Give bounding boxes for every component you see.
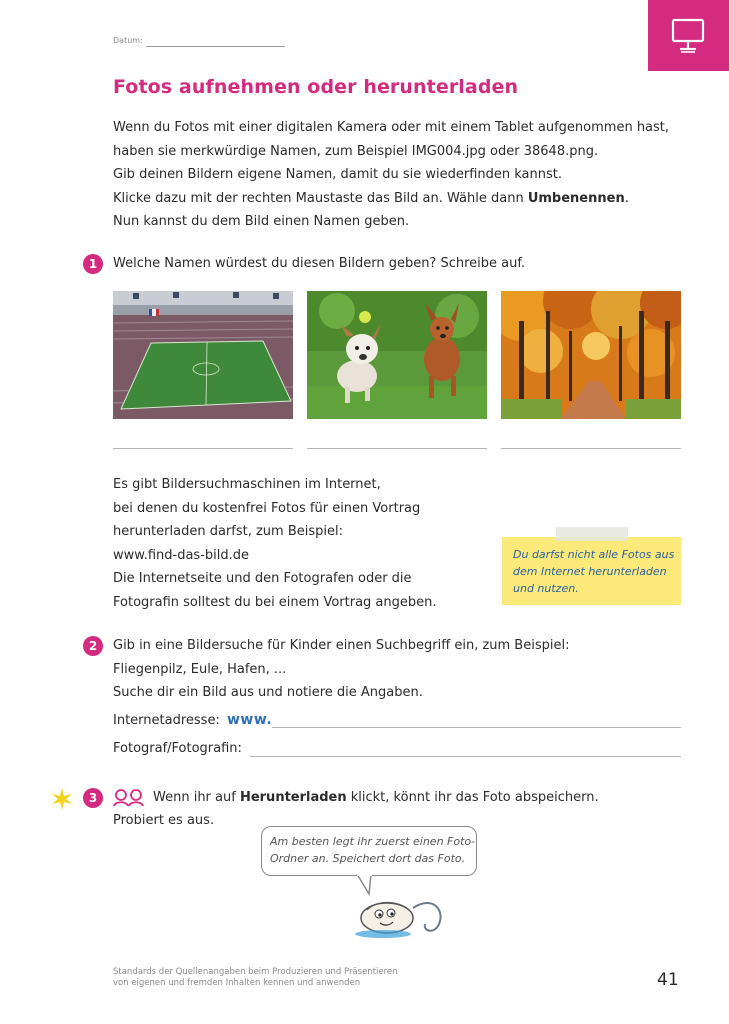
answer-line-1[interactable] [113,448,293,449]
date-label: Datum: [113,36,143,45]
autumn-forest-photo [501,291,681,419]
address-label: Internetadresse: [113,713,220,728]
info-line: herunterladen darfst, zum Beispiel: [113,524,343,539]
mouse-mascot-icon [353,890,448,940]
rename-keyword: Umbenennen [527,190,625,206]
page-number: 41 [657,970,679,990]
chapter-tab [648,0,729,71]
intro-line: Wenn du Fotos mit einer digitalen Kamera oder mit einem Tablet aufgenommen hast, [113,120,670,135]
task-number-3: 3 [83,788,103,808]
dogs-photo [307,291,487,419]
intro-text-part: Klicke dazu mit der rechten Maustaste das Bild an. Wähle dann [113,190,528,206]
task3-text-line1 [153,786,599,810]
note-line: Du darfst nicht alle Fotos aus [513,548,675,561]
address-write-line[interactable] [272,727,681,728]
partner-work-icon [112,788,146,808]
intro-line: Gib deinen Bildern eigene Namen, damit du sie wiederfinden kannst. [113,167,563,182]
info-line: Fotografin solltest du bei einem Vortrag angeben. [113,594,437,610]
note-line: und nutzen. [513,582,579,595]
task3-text-line2: Probiert es aus. [113,813,215,828]
intro-line [113,187,673,211]
info-line: Die Internetseite und den Fotografen oder die [113,571,412,586]
intro-text-part: . [624,190,629,206]
date-write-line [146,46,285,47]
task2-line: Fliegenpilz, Eule, Hafen, ... [113,661,287,677]
photographer-write-line[interactable] [250,756,681,757]
page-title: Fotos aufnehmen oder herunterladen [113,76,519,98]
stadium-photo [113,291,293,419]
example-url: www.find-das-bild.de [113,547,249,563]
speech-bubble [261,826,477,876]
task3-text-part: klickt, könnt ihr das Foto abspeichern. [346,790,599,805]
intro-text [113,116,673,234]
note-line: dem Internet herunterladen [513,565,667,578]
tape-strip [556,527,628,541]
footer-line: Standards der Quellenangaben beim Produzieren und Präsentieren [113,967,398,977]
answer-line-2[interactable] [307,448,487,449]
info-line: bei denen du kostenfrei Fotos für einen Vortrag [113,500,421,516]
intro-line: haben sie merkwürdige Namen, zum Beispiel IMG004.jpg oder 38648.png. [113,143,599,159]
task2-text [113,634,569,705]
task2-line: Suche dir ein Bild aus und notiere die Angaben. [113,685,423,700]
footer-line: von eigenen und fremden Inhalten kennen und anwenden [113,978,361,988]
task3-text-part: Wenn ihr auf [153,790,240,805]
monitor-icon [648,0,729,71]
footer-standards [113,967,398,989]
bubble-line: Am besten legt ihr zuerst einen Foto- [270,835,476,848]
task-number-2: 2 [83,636,103,656]
sticky-note [502,537,681,605]
answer-line-3[interactable] [501,448,681,449]
star-icon [50,787,74,811]
info-line: Es gibt Bildersuchmaschinen im Internet, [113,477,381,492]
task1-text: Welche Namen würdest du diesen Bildern geben? Schreibe auf. [113,256,526,271]
photographer-label: Fotograf/Fotografin: [113,741,242,756]
bubble-line: Ordner an. Speichert dort das Foto. [270,852,466,865]
address-prefill: www. [227,712,273,728]
task-number-1: 1 [83,254,103,274]
download-keyword: Herunterladen [239,790,347,805]
search-info-text [113,473,437,614]
intro-line: Nun kannst du dem Bild einen Namen geben. [113,214,410,229]
task2-line: Gib in eine Bildersuche für Kinder einen Suchbegriff ein, zum Beispiel: [113,638,570,653]
